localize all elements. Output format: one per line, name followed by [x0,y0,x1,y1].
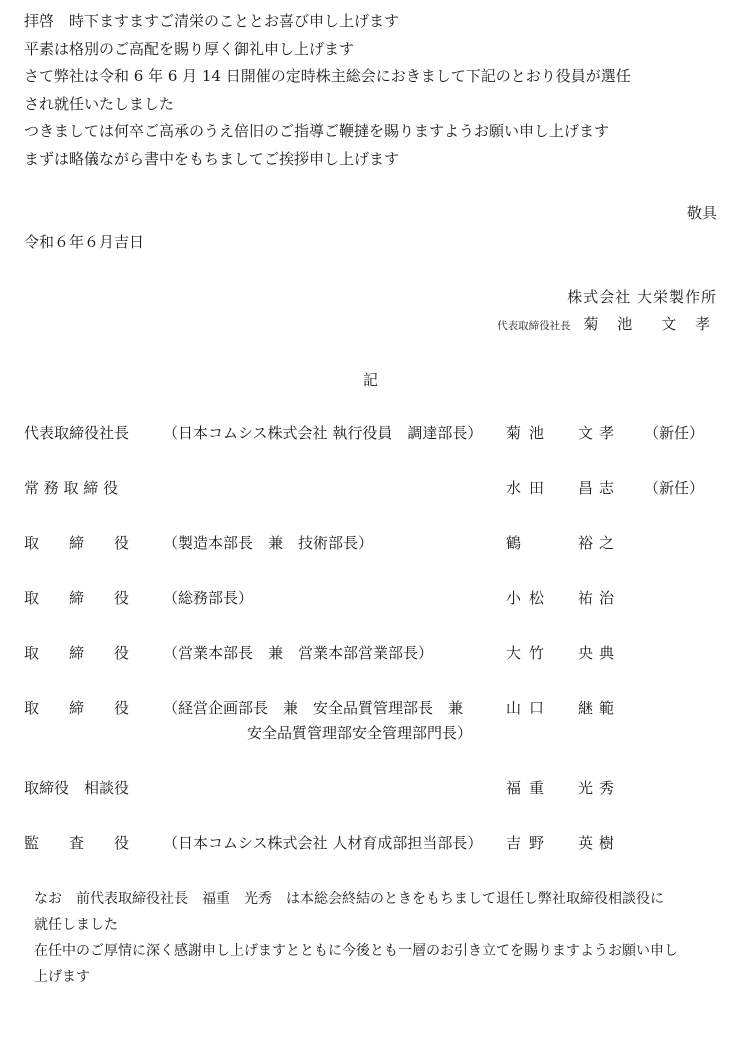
closing-paragraph [34,886,724,990]
officer-title: 常 務 取 締 役 [24,479,119,497]
officer-role-line: （製造本部長 兼 技術部長） [163,534,374,552]
officer-given-name: 文孝 [578,424,621,442]
greeting-line: され就任いたしました [24,94,175,113]
closing-line: 就任しました [34,917,118,933]
officer-given-name: 祐治 [578,589,621,607]
officer-role-line: （日本コムシス株式会社 人材育成部担当部長） [163,834,483,852]
officer-given-name: 昌志 [578,479,621,497]
officer-given-name: 央典 [578,644,621,662]
officer-title: 監 査 役 [24,834,130,852]
officer-concurrent-role [163,641,513,666]
officer-surname: 福重 [506,779,553,797]
officer-concurrent-role [163,831,513,856]
officer-role-line: 安全品質管理部安全管理部門長） [247,724,473,742]
officer-surname: 大竹 [506,644,553,662]
ki-heading: 記 [363,371,379,389]
representative-signature [497,313,717,334]
closing-line: なお 前代表取締役社長 福重 光秀 は本総会終結のときをもちまして退任し弊社取締役相談役に [34,891,664,907]
officer-given-name: 裕之 [578,534,621,552]
officer-title: 取 締 役 [24,699,130,717]
representative-name: 菊 池 文 孝 [583,315,717,333]
officer-title: 代表取締役社長 [24,424,130,442]
greeting-line: 平素は格別のご高配を賜り厚く御礼申し上げます [24,39,355,58]
officer-role-line: （日本コムシス株式会社 執行役員 調達部長） [163,424,483,442]
officer-surname: 吉野 [506,834,553,852]
officer-concurrent-role [163,696,513,746]
officer-given-name: 光秀 [578,779,621,797]
letter-date: 令和６年６月吉日 [24,233,145,251]
officer-role-line: （営業本部長 兼 営業本部営業部長） [163,644,434,662]
officer-given-name: 英樹 [578,834,621,852]
officer-title: 取 締 役 [24,589,130,607]
officer-concurrent-role [163,531,513,556]
officer-role-line: （総務部長） [163,589,254,607]
officer-surname: 山口 [506,699,553,717]
greeting-line: 拝啓 時下ますますご清栄のこととお喜び申し上げます [24,12,400,30]
closing-salutation: 敬具 [686,204,717,222]
greeting-line: さて弊社は令和 6 年 6 月 14 日開催の定時株主総会におきまして下記のとおり役員が選任 [24,67,631,85]
officer-title: 取 締 役 [24,644,130,662]
officer-given-name: 継範 [578,699,621,717]
officer-concurrent-role [163,421,513,446]
officer-role-line: （経営企画部長 兼 安全品質管理部長 兼 [163,699,464,717]
greeting-paragraph [24,8,724,173]
officer-title: 取 締 役 [24,534,130,552]
company-name: 株式会社 大栄製作所 [567,288,717,306]
closing-line: 上げます [34,969,90,985]
greeting-line: つきましては何卒ご高承のうえ倍旧のご指導ご鞭撻を賜りますようお願い申し上げます [24,122,610,140]
officer-surname: 水田 [506,479,553,497]
closing-line: 在任中のご厚情に深く感謝申し上げますとともに今後とも一層のお引き立てを賜りますようお願い申し [34,943,678,959]
officer-title: 取締役 相談役 [24,779,130,797]
officer-concurrent-role [163,586,513,611]
officer-surname: 菊池 [506,424,553,442]
officer-surname: 小松 [506,589,553,607]
officer-status: （新任） [644,479,705,497]
representative-title: 代表取締役社長 [497,320,571,332]
officer-status: （新任） [644,424,705,442]
greeting-line: まずは略儀ながら書中をもちましてご挨拶申し上げます [24,149,400,168]
officer-surname: 鶴 [506,534,530,552]
